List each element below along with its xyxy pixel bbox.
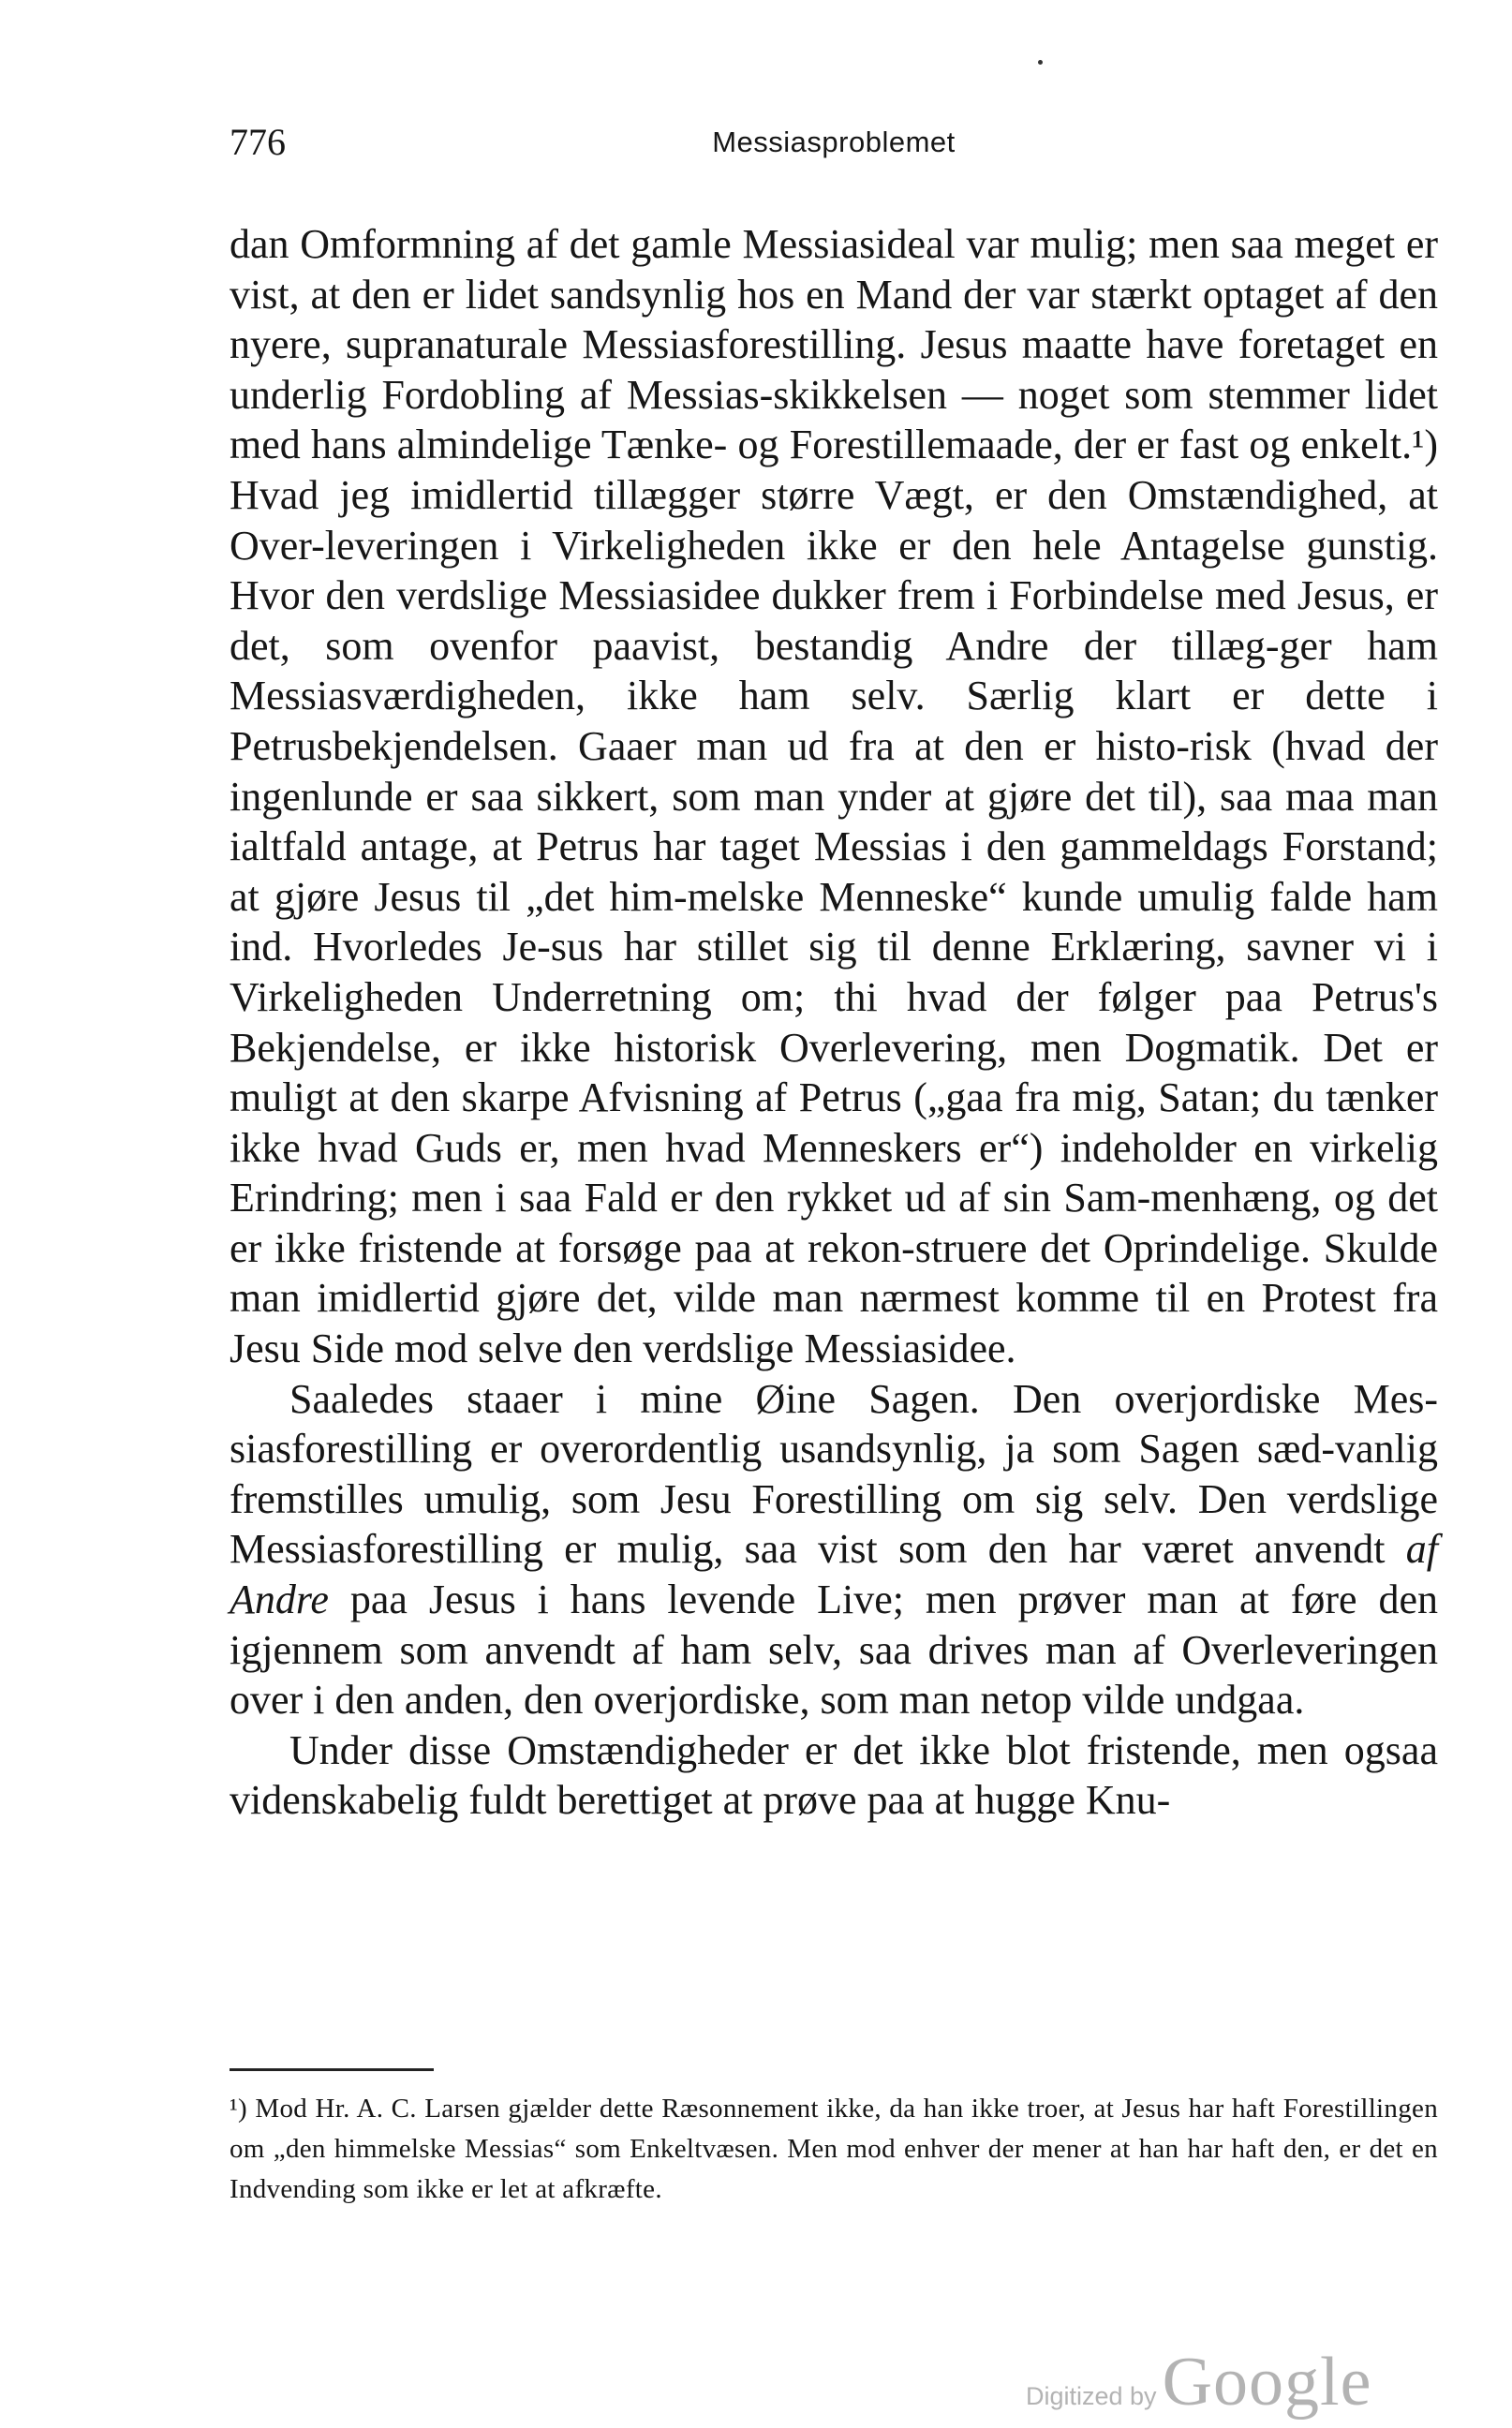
page-number: 776 [230,121,286,163]
paragraph-2-italic: af Andre [230,1526,1438,1623]
paragraph-1: dan Omformning af det gamle Messiasideal var mulig; men saa meget er vist, at den er lidet sandsynlig hos en Mand der var stærkt optaget af den nyere, supranaturale Messiasforestilling. Jesus maatte have foretaget en underlig Fordobling af Messias-skikkelsen — noget som stemmer lidet med hans almindelige Tænke- og Forestillemaade, der er fast og enkelt.¹) Hvad jeg imidlertid tillægger større Vægt, er den Omstændighed, at Over-leveringen i Virkeligheden ikke er den hele Antagelse gunstig. Hvor den verdslige Messiasidee dukker frem i Forbindelse med Jesus, er det, som ovenfor paavist, bestandig Andre der tillæg-ger ham Messiasværdigheden, ikke ham selv. Særlig klart er dette i Petrusbekjendelsen. Gaaer man ud fra at den er histo-risk (hvad der ingenlunde er saa sikkert, som man ynder at gjøre det til), saa maa man ialtfald antage, at Petrus har taget Messias i den gammeldags Forstand; at gjøre Jesus til „det him-melske Menneske“ kunde umulig falde ham ind. Hvorledes Je-sus har stillet sig til denne Erklæring, savner vi i Virkeligheden Underretning om; thi hvad der følger paa Petrus's Bekjendelse, er ikke historisk Overlevering, men Dogmatik. Det er muligt at den skarpe Afvisning af Petrus („gaa fra mig, Satan; du tænker ikke hvad Guds er, men hvad Menneskers er“) indeholder en virkelig Erindring; men i saa Fald er den rykket ud af sin Sam-menhæng, og det er ikke fristende at forsøge paa at rekon-struere det Oprindelige. Skulde man imidlertid gjøre det, vilde man nærmest komme til en Protest fra Jesu Side mod selve den verdslige Messiasidee. [230,221,1438,1372]
scan-speck [1038,60,1043,65]
footnote-marker: ¹) [230,2094,247,2124]
digitized-by-label: Digitized by [1026,2382,1157,2410]
paragraph-2-start: Saaledes staaer i mine Øine Sagen. Den overjordiske Mes-siasforestilling er overordentlig usandsynlig, ja som Sagen sæd-vanlig fremstilles umulig, som Jesu Forestilling om sig selv. Den verdslige Messiasforestilling er mulig, saa vist som den har været anvendt [230,1375,1438,1573]
page-header [230,120,1438,176]
google-logo: Google [1162,2344,1372,2421]
footnote-text: Mod Hr. A. C. Larsen gjælder dette Ræsonnement ikke, da han ikke troer, at Jesus har haft Forestillingen om „den himmelske Messias“ som Enkeltvæsen. Men mod enhver der mener at han har haft den, er det en Indvending som ikke er let at afkræfte. [230,2094,1438,2204]
footnote-rule [230,2068,434,2071]
paragraph-3: Under disse Omstændigheder er det ikke blot fristende, men ogsaa videnskabelig fuldt berettiget at prøve paa at hugge Knu- [230,1726,1438,1824]
paragraph-2-end: paa Jesus i hans levende Live; men prøver man at føre den igjennem som anvendt af ham selv, saa drives man af Overleveringen over i den anden, den overjordiske, som man netop vilde undgaa. [230,1577,1438,1724]
body-text [230,219,1438,1826]
running-title: Messiasproblemet [712,126,956,158]
paragraph-2 [230,1374,1438,1725]
digitized-watermark [1026,2343,1371,2422]
footnote [230,2089,1438,2210]
